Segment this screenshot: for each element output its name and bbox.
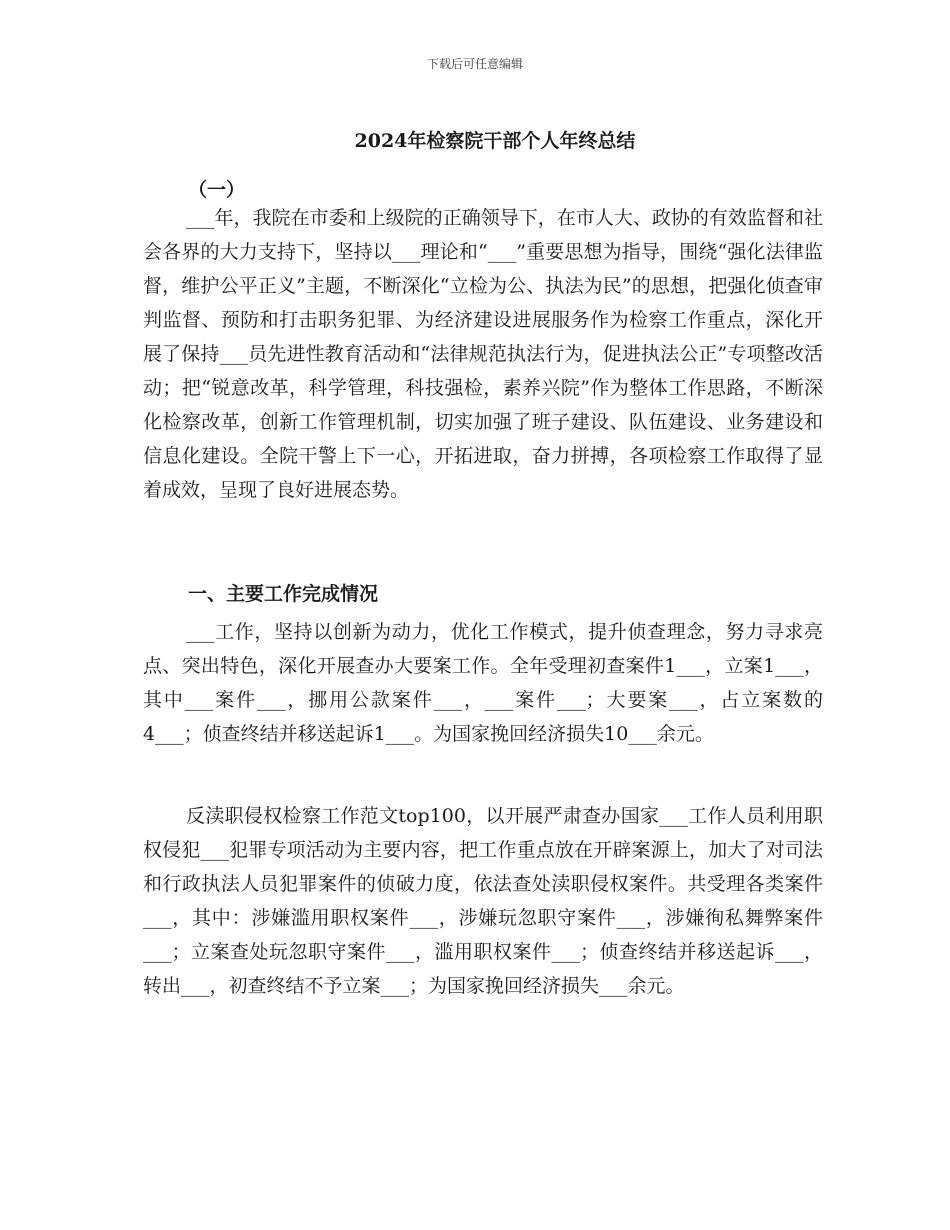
intro-paragraph: ___年，我院在市委和上级院的正确领导下，在市人大、政协的有效监督和社会各界的大力支持下，坚持以___理论和“___”重要思想为指导，围绕“强化法律监督，维护公平正义”主题，不断深化“立检为公、执法为民”的思想，把强化侦查审判监督、预防和打击职务犯罪、为经济建设进展服务作为检察工作重点，深化开展了保持___员先进性教育活动和“法律规范执法行为，促进执法公正”专项整改活动；把“锐意改革，科学管理，科技强检，素养兴院”作为整体工作思路，不断深化检察改革，创新工作管理机制，切实加强了班子建设、队伍建设、业务建设和信息化建设。全院干警上下一心，开拓进取，奋力拼搏，各项检察工作取得了显着成效，呈现了良好进展态势。 bbox=[143, 207, 823, 501]
work-paragraph: ___工作，坚持以创新为动力，优化工作模式，提升侦查理念，努力寻求亮点、突出特色，深化开展查办大要案工作。全年受理初查案件1___，立案1___，其中___案件___，挪用公款案件___，___案件___；大要案___，占立案数的4___；侦查终结并移送起诉1___。为国家挽回经济损失10___余元。 bbox=[143, 621, 823, 745]
anti-dereliction-paragraph: 反渎职侵权检察工作范文top100，以开展严肃查办国家___工作人员利用职权侵犯___犯罪专项活动为主要内容，把工作重点放在开辟案源上，加大了对司法和行政执法人员犯罪案件的侦破力度，依法查处渎职侵权案件。共受理各类案件___，其中：涉嫌滥用职权案件___，涉嫌玩忽职守案件___，涉嫌徇私舞弊案件___；立案查处玩忽职守案件___，滥用职权案件___；侦查终结并移送起诉___，转出___，初查终结不予立案___；为国家挽回经济损失___余元。 bbox=[143, 805, 823, 997]
subsection-label: （一） bbox=[188, 179, 246, 201]
header-note: 下载后可任意编辑 bbox=[426, 57, 523, 71]
document-title: 2024年检察院干部个人年终总结 bbox=[354, 130, 636, 152]
section-heading: 一、主要工作完成情况 bbox=[188, 583, 379, 605]
